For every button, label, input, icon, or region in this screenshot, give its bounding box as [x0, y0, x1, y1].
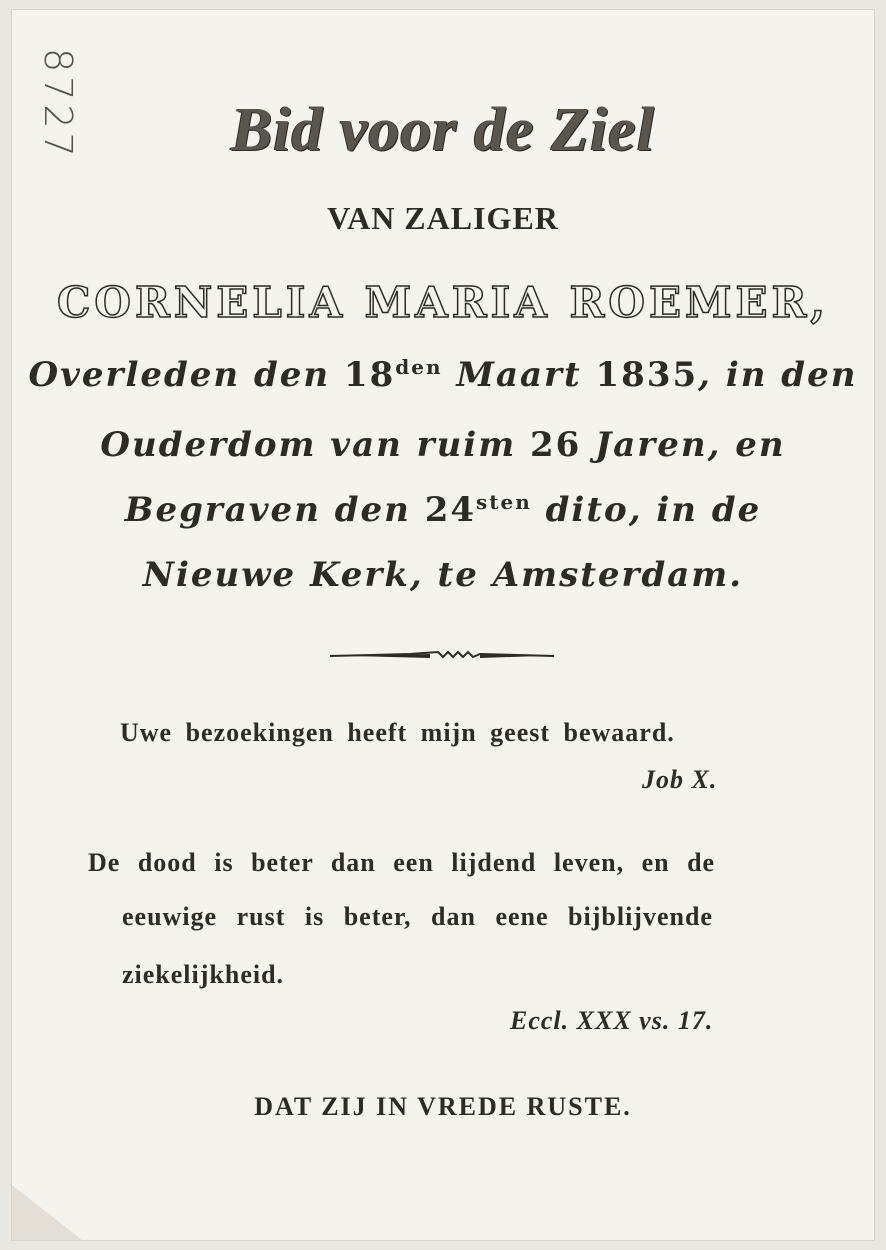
- folded-corner: [12, 1185, 82, 1240]
- verse-1-text: Uwe bezoekingen heeft mijn geest bewaard.: [120, 718, 675, 747]
- closing-blessing: DAT ZIJ IN VREDE RUSTE.: [254, 1092, 632, 1121]
- burial-day: 24: [424, 490, 477, 530]
- handwritten-catalog-number: 8727: [36, 48, 80, 161]
- ornament-divider: [330, 645, 556, 667]
- obituary-line-4: Nieuwe Kerk, te Amsterdam.: [142, 555, 744, 595]
- verse-2-line-3: ziekelijkheid.: [122, 960, 285, 989]
- death-year: 1835: [595, 355, 699, 395]
- verse-2-line-1: De dood is beter dan een lijdend leven, en de: [88, 848, 716, 877]
- card-subtitle: VAN ZALIGER: [327, 200, 559, 236]
- age: 26: [530, 425, 582, 465]
- card-title: Bid voor de Ziel: [230, 96, 656, 164]
- memorial-card: [12, 10, 874, 1240]
- verse-2-line-2: eeuwige rust is beter, dan eene bijblijvende: [122, 902, 713, 931]
- verse-2-reference: Eccl. XXX vs. 17.: [510, 1006, 714, 1035]
- obituary-line-3: Begraven den $24^{sten}$ dito, in de: [124, 490, 762, 530]
- death-day: 18: [343, 355, 396, 395]
- verse-1-reference: Job X.: [642, 765, 718, 794]
- obituary-line-2: Ouderdom van ruim 26 Jaren, en: [100, 425, 786, 465]
- deceased-name: CORNELIA MARIA ROEMER,: [56, 278, 830, 327]
- obituary-line-1: Overleden den $18^{den}$ Maart 1835, in den: [28, 355, 858, 395]
